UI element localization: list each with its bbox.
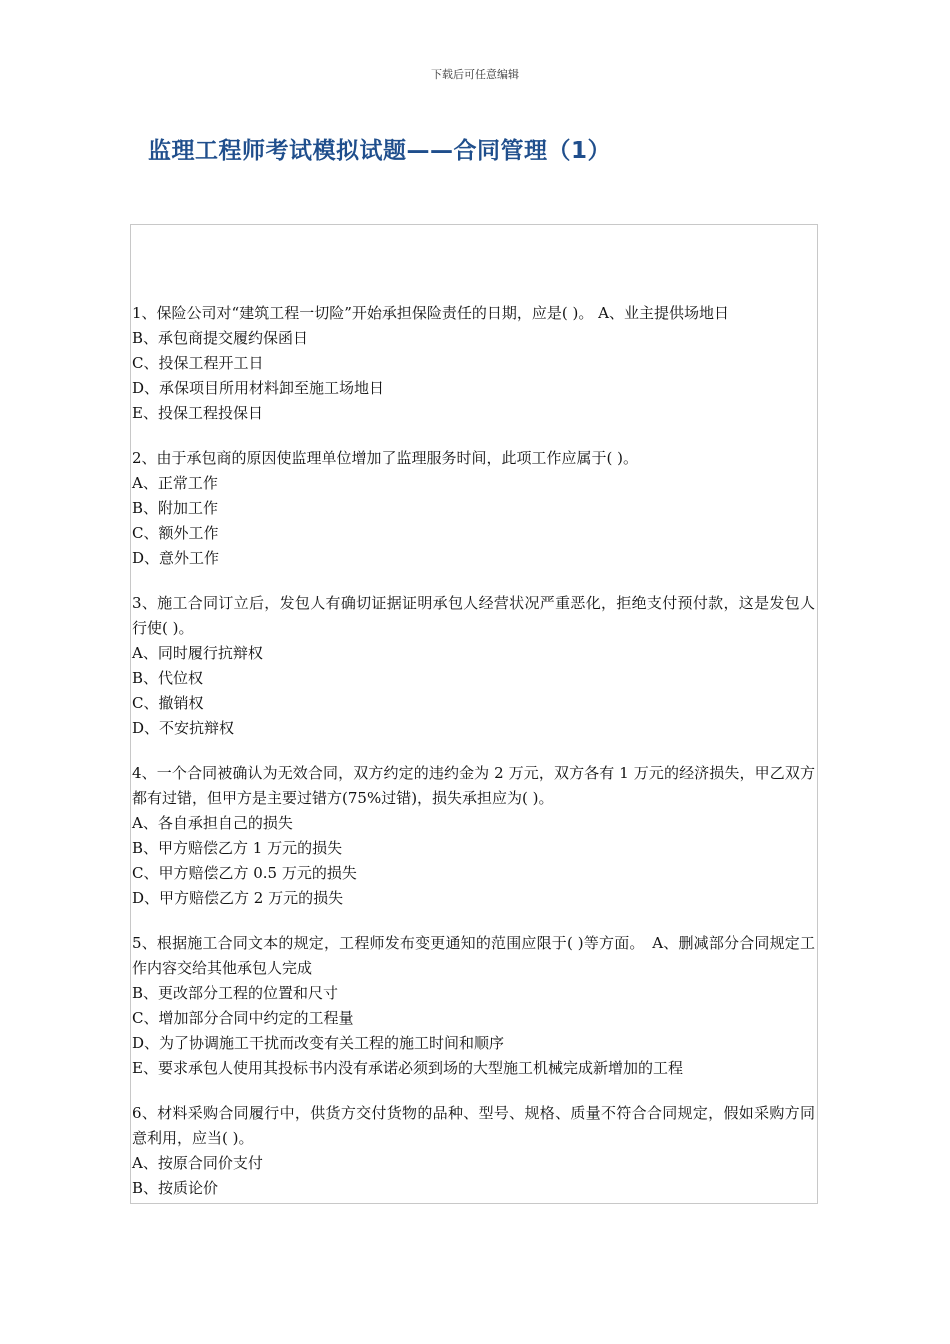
- question-stem: 3、施工合同订立后，发包人有确切证据证明承包人经营状况严重恶化，拒绝支付预付款，这是发包人行使( )。: [132, 594, 815, 637]
- question-option: A、正常工作: [132, 474, 218, 492]
- question-option: D、不安抗辩权: [132, 719, 235, 737]
- question-option: C、额外工作: [132, 524, 219, 542]
- question-option: E、要求承包人使用其投标书内没有承诺必须到场的大型施工机械完成新增加的工程: [132, 1059, 683, 1077]
- question-2: [132, 446, 815, 571]
- question-option: A、同时履行抗辩权: [132, 644, 263, 662]
- question-5: [132, 931, 815, 1081]
- question-option: B、更改部分工程的位置和尺寸: [132, 984, 339, 1002]
- question-stem: 4、一个合同被确认为无效合同，双方约定的违约金为 2 万元，双方各有 1 万元的经济损失，甲乙双方都有过错，但甲方是主要过错方(75%过错)，损失承担应为( )。: [132, 764, 815, 807]
- question-option: C、投保工程开工日: [132, 354, 264, 372]
- question-option: D、意外工作: [132, 549, 220, 567]
- question-option: C、甲方赔偿乙方 0.5 万元的损失: [132, 864, 357, 882]
- document-title: 监理工程师考试模拟试题——合同管理（1）: [148, 138, 612, 164]
- question-option: B、承包商提交履约保函日: [132, 329, 309, 347]
- question-option: C、增加部分合同中约定的工程量: [132, 1009, 354, 1027]
- question-stem: 6、材料采购合同履行中，供货方交付货物的品种、型号、规格、质量不符合合同规定，假如采购方同意利用，应当( )。: [132, 1104, 815, 1147]
- question-list: [132, 301, 815, 1204]
- question-option: E、投保工程投保日: [132, 404, 263, 422]
- question-option: D、为了协调施工干扰而改变有关工程的施工时间和顺序: [132, 1034, 505, 1052]
- question-4: [132, 761, 815, 911]
- question-option: D、承保项目所用材料卸至施工场地日: [132, 379, 385, 397]
- question-3: [132, 591, 815, 741]
- question-stem: 2、由于承包商的原因使监理单位增加了监理服务时间，此项工作应属于( )。: [132, 449, 639, 467]
- question-6: [132, 1101, 815, 1201]
- question-stem: 1、保险公司对“建筑工程一切险”开始承担保险责任的日期，应是( )。 A、业主提供场地日: [132, 304, 729, 322]
- question-option: A、按原合同价支付: [132, 1154, 263, 1172]
- question-option: B、按质论价: [132, 1179, 219, 1197]
- question-option: B、附加工作: [132, 499, 219, 517]
- header-note: 下载后可任意编辑: [431, 68, 519, 81]
- question-stem: 5、根据施工合同文本的规定，工程师发布变更通知的范围应限于( )等方面。 A、删减部分合同规定工作内容交给其他承包人完成: [132, 934, 815, 977]
- question-content-box[interactable]: [130, 224, 818, 1204]
- question-1: [132, 301, 815, 426]
- question-option: A、各自承担自己的损失: [132, 814, 293, 832]
- question-option: B、代位权: [132, 669, 204, 687]
- question-option: C、撤销权: [132, 694, 204, 712]
- question-option: B、甲方赔偿乙方 1 万元的损失: [132, 839, 343, 857]
- question-option: D、甲方赔偿乙方 2 万元的损失: [132, 889, 344, 907]
